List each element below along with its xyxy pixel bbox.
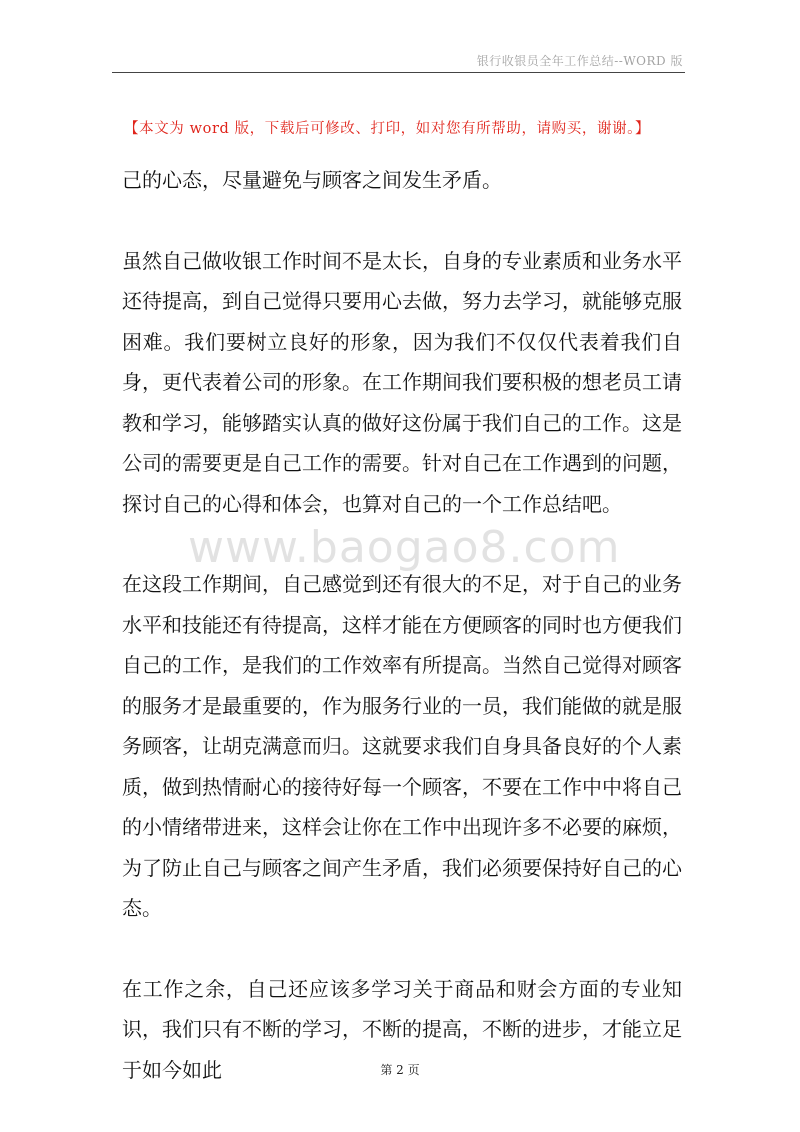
paragraph-2: 虽然自己做收银工作时间不是太长，自身的专业素质和业务水平还待提高，到自己觉得只要用心去做，努力去学习，就能够克服困难。我们要树立良好的形象，因为我们不仅仅代表着我们自身，更代表着公司的形象。在工作期间我们要积极的想老员工请教和学习，能够踏实认真的做好这份属于我们自己的工作。这是公司的需要更是自己工作的需要。针对自己在工作遇到的问题，探讨自己的心得和体会，也算对自己的一个工作总结吧。 [122,248,682,516]
watermark: www.baogao8.com [188,522,621,573]
header-title: 银行收银员全年工作总结--WORD 版 [476,54,683,68]
paragraph-4: 在工作之余，自己还应该多学习关于商品和财会方面的专业知识，我们只有不断的学习，不断的提高，不断的进步，才能立足于如今如此 [122,976,682,1082]
page-number: 第 2 页 [380,1063,420,1077]
purchase-notice: 【本文为 word 版，下载后可修改、打印，如对您有所帮助，请购买，谢谢。】 [124,121,651,137]
page-header [112,49,685,73]
document-body [122,160,682,1090]
paragraph-1: 己的心态，尽量避免与顾客之间发生矛盾。 [122,168,502,192]
paragraph-3: 在这段工作期间，自己感觉到还有很大的不足，对于自己的业务水平和技能还有待提高，这样才能在方便顾客的同时也方便我们自己的工作，是我们的工作效率有所提高。当然自己觉得对顾客的服务才是最重要的，作为服务行业的一员，我们能做的就是服务顾客，让胡克满意而归。这就要求我们自身具备良好的个人素质，做到热情耐心的接待好每一个顾客，不要在工作中中将自己的小情绪带进来，这样会让你在工作中出现许多不必要的麻烦，为了防止自己与顾客之间产生矛盾，我们必须要保持好自己的心态。 [122,572,682,920]
